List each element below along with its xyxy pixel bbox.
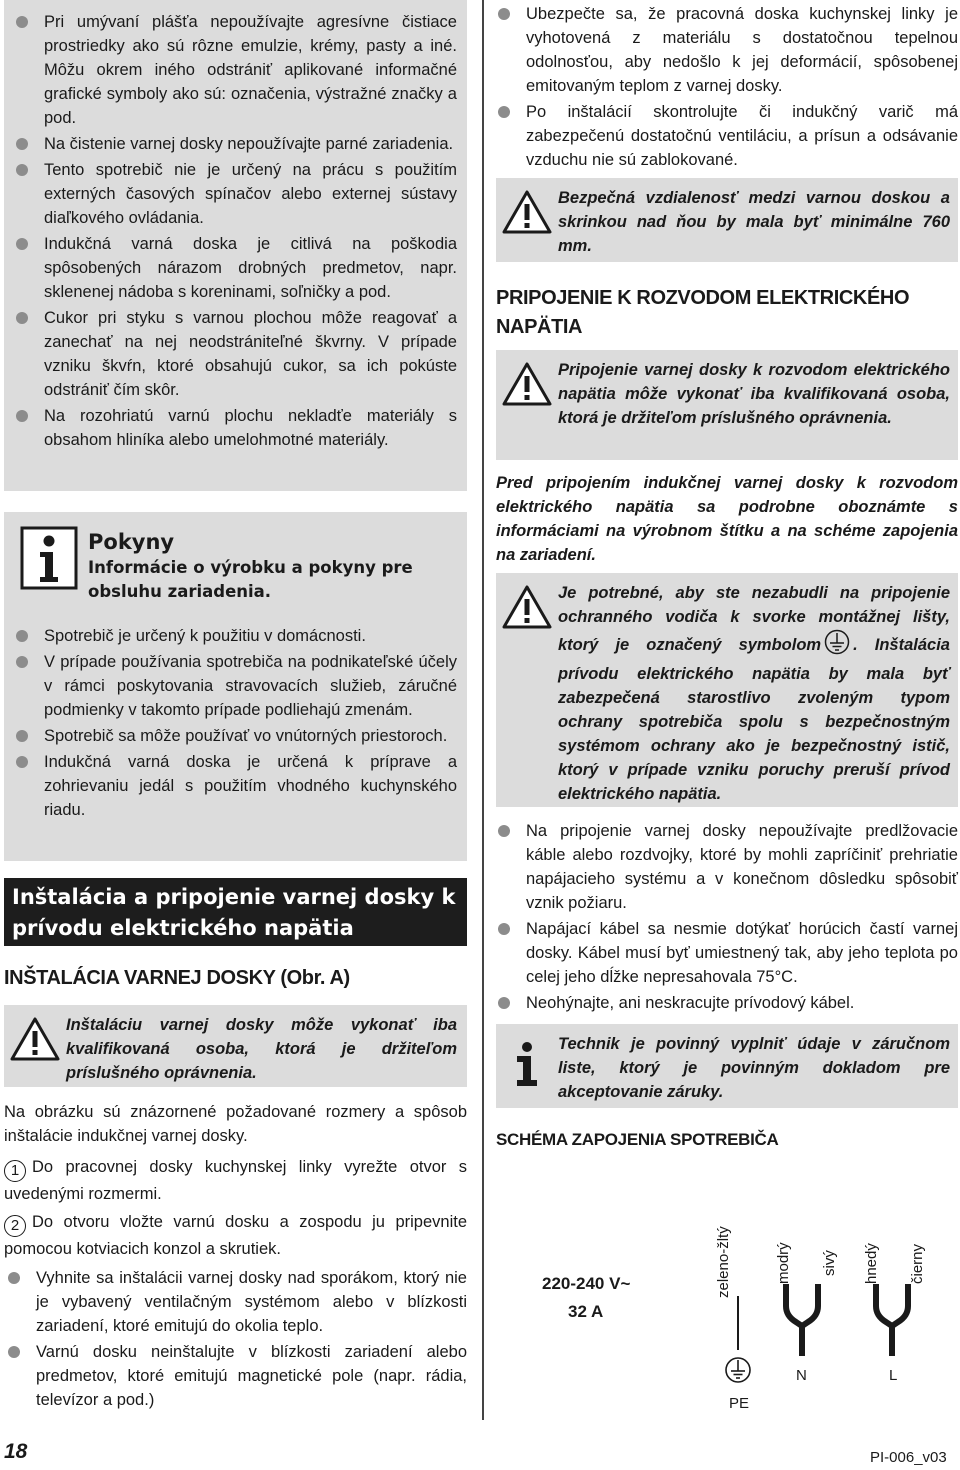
distance-warning-text: Bezpečná vzdialenosť medzi varnou doskou a skrinkou nad ňou by mala byť minimálne 760 mm. xyxy=(558,189,950,255)
install-warning-box xyxy=(4,1005,467,1087)
list-item: Spotrebič sa môže používať vo vnútorných priestoroch. xyxy=(8,724,457,748)
bullet-icon xyxy=(498,106,510,118)
wiring-schematic xyxy=(496,1160,958,1420)
right-top-bullets xyxy=(490,2,958,172)
terminal-pe: PE xyxy=(729,1395,750,1412)
column-divider xyxy=(482,0,484,1420)
list-item: Napájací kábel sa nesmie dotýkať horúcich častí varnej dosky. Kábel musí byť umiestnený tak, aby jeho teplota po celej jeho dĺžke nepresahovala 75°C. xyxy=(490,917,958,989)
left-top-bullets xyxy=(8,10,457,452)
install-step-1: 1 Do pracovnej dosky kuchynskej linky vyrežte otvor s uvedenými rozmermi. xyxy=(4,1158,467,1203)
info-icon xyxy=(496,1032,558,1108)
bullet-icon xyxy=(16,238,28,250)
warning-icon xyxy=(496,186,558,262)
warning-icon xyxy=(496,581,558,807)
list-item: Spotrebič je určený k použitiu v domácnosti. xyxy=(8,624,457,648)
bullet-icon xyxy=(498,997,510,1009)
bullet-icon xyxy=(16,730,28,742)
wire-label-blue: modrý xyxy=(775,1242,792,1284)
install-warning-text: Inštaláciu varnej dosky môže vykonať iba kvalifikovaná osoba, ktorá je držiteľom príslušného oprávnenia. xyxy=(66,1016,457,1082)
terminal-l: L xyxy=(889,1367,898,1384)
list-item: Vyhnite sa inštalácii varnej dosky nad sporákom, ktorý nie je vybavený ventilačným systémom alebo v blízkosti zariadení, ktoré emitujú do okolia teplo. xyxy=(0,1266,467,1338)
bullet-icon xyxy=(16,138,28,150)
info-box-title: Pokyny xyxy=(88,530,175,554)
step-number-2: 2 xyxy=(4,1215,26,1237)
document-code: PI-006_v03 xyxy=(870,1449,947,1466)
wire-label-black: čierny xyxy=(909,1243,926,1284)
step-number-1: 1 xyxy=(4,1160,26,1182)
current-label: 32 A xyxy=(568,1302,604,1321)
list-item: Indukčná varná doska je určená k príprave a zohrievaniu jedál s použitím vhodného kuchynského riadu. xyxy=(8,750,457,822)
list-item: Po inštalácií skontrolujte či indukčný varič má zabezpečenú dostatočnú ventiláciu, a prísun a odsávanie vzduchu nie sú zablokované. xyxy=(490,100,958,172)
bullet-icon xyxy=(16,164,28,176)
install-subheading: INŠTALÁCIA VARNEJ DOSKY (Obr. A) xyxy=(4,967,350,989)
bullet-icon xyxy=(8,1272,20,1284)
voltage-label: 220-240 V~ xyxy=(542,1274,631,1293)
wire-label-brown: hnedý xyxy=(863,1243,880,1284)
bullet-icon xyxy=(16,16,28,28)
list-item: Na čistenie varnej dosky nepoužívajte parné zariadenia. xyxy=(8,132,457,156)
warranty-info-text: Technik je povinný vyplniť údaje v záručnom liste, ktorý je povinným dokladom pre akceptovanie záruky. xyxy=(558,1035,950,1101)
bullet-icon xyxy=(16,312,28,324)
connection-heading: PRIPOJENIE K ROZVODOM ELEKTRICKÉHO NAPÄTIA xyxy=(496,287,910,338)
list-item: Pri umývaní plášťa nepoužívajte agresívne čistiace prostriedky ako sú rôzne emulzie, krémy, pasty a iné. Môžu okrem iného odstrániť aplikované informačné grafické symboly ako sú: označenia, výstražné značky a pod. xyxy=(8,10,457,130)
list-item: Na rozohriatú varnú plochu nekladťe materiály s obsahom hliníka alebo umelohmotné materiály. xyxy=(8,404,457,452)
ground-warning-box xyxy=(496,573,958,807)
bullet-icon xyxy=(498,825,510,837)
info-box-subtitle: Informácie o výrobku a pokyny pre obsluhu zariadenia. xyxy=(88,558,413,601)
info-icon xyxy=(8,524,88,604)
install-bullets xyxy=(0,1266,467,1412)
warning-icon xyxy=(4,1013,66,1087)
bullet-icon xyxy=(16,756,28,768)
bullet-icon xyxy=(16,410,28,422)
connection-warning-box xyxy=(496,350,958,460)
list-item: Cukor pri styku s varnou plochou môže reagovať a zanechať na nej neodstrániteľné škvrny. V prípade vzniku škvŕn, ktoré obsahujú cukor, sa ich pokúste odstrániť čím skôr. xyxy=(8,306,457,402)
install-step-2: 2 Do otvoru vložte varnú dosku a zospodu ju pripevnite pomocou kotviacich konzol a skrutiek. xyxy=(4,1213,467,1258)
wire-label-green-yellow: zeleno-žltý xyxy=(715,1226,732,1298)
list-item: Tento spotrebič nie je určený na prácu s použitím externých časových spínačov alebo externej sústavy diaľkového ovládania. xyxy=(8,158,457,230)
connection-warning-text: Pripojenie varnej dosky k rozvodom elektrického napätia môže vykonať iba kvalifikovaná osoba, ktorá je držiteľom príslušného oprávnenia. xyxy=(558,361,950,427)
info-box xyxy=(4,512,467,861)
list-item: Na pripojenie varnej dosky nepoužívajte predlžovacie káble alebo rozdvojky, ktoré by mohli zapríčiniť prehriatie napájacieho systému a v konečnom dôsledku spôsobiť vznik požiaru. xyxy=(490,819,958,915)
list-item: V prípade používania spotrebiča na podnikateľské účely v rámci poskytovania stravovacích služieb, záručné podmienky v takomto prípade podliehajú zmenám. xyxy=(8,650,457,722)
schema-heading: SCHÉMA ZAPOJENIA SPOTREBIČA xyxy=(496,1130,779,1149)
section-title: Inštalácia a pripojenie varnej dosky k prívodu elektrického napätia xyxy=(4,878,467,946)
bullet-icon xyxy=(498,8,510,20)
bullet-icon xyxy=(16,630,28,642)
info-box-bullets xyxy=(8,624,457,822)
bullet-icon xyxy=(8,1346,20,1358)
list-item: Varnú dosku neinštalujte v blízkosti zariadení alebo predmetov, ktoré emitujú magnetické pole (napr. rádia, televízor a pod.) xyxy=(0,1340,467,1412)
info-box-header xyxy=(8,524,457,604)
info-box-titles xyxy=(88,524,457,604)
connection-note: Pred pripojením indukčnej varnej dosky k rozvodom elektrického napätia sa podrobne oboznámte s informáciami na výrobnom štítku a na schéme zapojenia na zariadení. xyxy=(496,474,958,564)
page-number: 18 xyxy=(4,1440,28,1463)
wire-label-grey: sivý xyxy=(821,1250,838,1276)
warning-icon xyxy=(496,358,558,460)
list-item: Indukčná varná doska je citlivá na poškodia spôsobených nárazom drobných predmetov, napr. sklenenej nádoba s koreninami, soľničky a pod. xyxy=(8,232,457,304)
ground-symbol-icon xyxy=(824,629,850,662)
bullet-icon xyxy=(16,656,28,668)
terminal-n: N xyxy=(796,1367,807,1384)
distance-warning-box xyxy=(496,178,958,262)
ground-warning-text: Je potrebné, aby ste nezabudli na pripojenie ochranného vodiča k svorke montážnej lišty, ktorý je označený symbolom . Inštalácia prívodu elektrického napätia by mala byť zabezpečená starostlivo zvoleným typom ochrany spotrebiča spolu s bezpečnostným systémom ochrany ako je bezpečnostný istič, ktorý v prípade vzniku poruchy preruší prívod elektrického napätia. xyxy=(558,584,950,803)
list-item: Ubezpečte sa, že pracovná doska kuchynskej linky je vyhotovená z materiálu s dostatočnou tepelnou odolnosťou, aby nedošlo k jej deformácií, spôsobenej emitovaným teplom z varnej dosky. xyxy=(490,2,958,98)
bullet-icon xyxy=(498,923,510,935)
cable-bullets xyxy=(490,819,958,1015)
warranty-info-box xyxy=(496,1024,958,1108)
list-item: Neohýnajte, ani neskracujte prívodový kábel. xyxy=(490,991,958,1015)
left-warning-list-box xyxy=(4,0,467,491)
install-intro: Na obrázku sú znázornené požadované rozmery a spôsob inštalácie indukčnej varnej dosky. xyxy=(4,1103,467,1145)
